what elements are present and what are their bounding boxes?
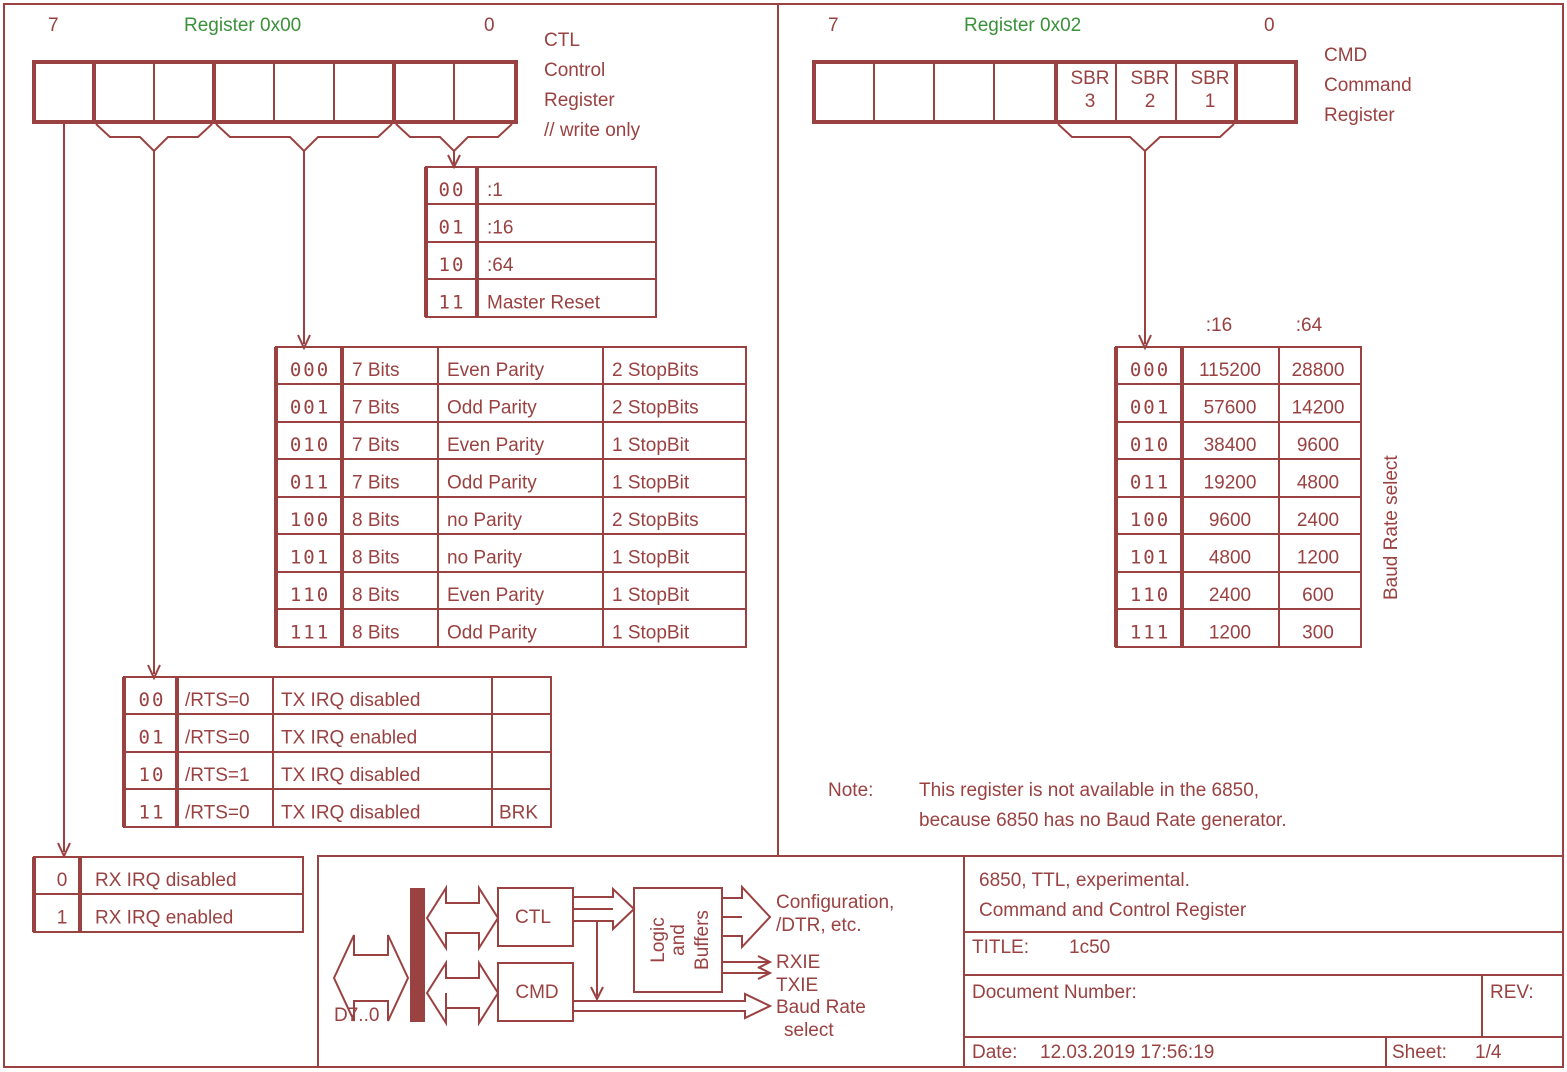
word-stopbits: 1 StopBit [612,472,690,494]
word-stopbits: 1 StopBit [612,585,690,606]
titleblock-desc: 6850, TTL, experimental. [979,870,1190,891]
word-code: 101 [289,546,331,569]
title-label: TITLE: [972,937,1030,958]
divider-code: 00 [438,179,466,201]
baud-code: 010 [1129,434,1171,456]
baud-rate-64: 2400 [1296,510,1340,531]
rx-code: 1 [56,907,68,929]
bus-label: D7..0 [334,1005,380,1026]
baud-code: 110 [1129,584,1171,606]
word-code: 110 [289,584,331,606]
date-label: Date: [972,1042,1018,1063]
divider-code: 10 [438,254,466,276]
baud-code: 011 [1129,471,1171,494]
divider-value: :16 [487,217,514,239]
ctl-label-line: Register [544,90,615,111]
sbr-bit-index: 1 [1204,91,1216,112]
baud-output-label: Baud Rate [776,997,866,1018]
word-bits: 7 Bits [352,360,400,381]
cmd-bit0-label: 0 [1264,15,1275,36]
tx-brk: BRK [499,802,539,824]
word-code: 001 [289,396,331,419]
config-output-label: /DTR, etc. [776,915,862,936]
cmd-bit7-label: 7 [828,15,839,36]
baud-code: 100 [1129,509,1171,531]
baud-code: 111 [1129,621,1171,644]
divider-code: 11 [438,291,466,314]
ctl-label-line: Control [544,60,606,81]
word-stopbits: 2 StopBits [612,510,699,531]
cmd-label-line: Command [1324,75,1412,96]
baud-rate-16: 57600 [1203,397,1257,419]
tx-rts: /RTS=0 [185,802,250,824]
ctl-label-line: CTL [544,30,580,51]
logic-label: and [668,924,689,956]
word-bits: 8 Bits [352,622,400,644]
baud-rate-64: 9600 [1296,435,1340,456]
tx-irq: TX IRQ disabled [281,802,421,824]
note-line: because 6850 has no Baud Rate generator. [919,810,1287,831]
baud-rate-64: 300 [1302,622,1334,644]
cmd-label-line: Register [1324,105,1395,126]
baud-rate-64: 28800 [1291,360,1345,381]
word-parity: no Parity [447,510,522,531]
word-bits: 8 Bits [352,547,400,569]
word-parity: Even Parity [447,435,545,456]
note-label: Note: [828,780,874,801]
tx-rts: /RTS=0 [185,727,250,749]
word-bits: 7 Bits [352,435,400,456]
word-stopbits: 2 StopBits [612,397,699,419]
sbr-bit-index: 3 [1084,91,1096,112]
word-parity: Odd Parity [447,622,537,644]
baud-code: 000 [1129,359,1171,381]
tx-irq: TX IRQ disabled [281,765,421,786]
logic-label: Logic [648,917,669,963]
tx-rts: /RTS=1 [185,765,250,786]
sbr-bit-index: 2 [1144,91,1156,112]
tx-code: 00 [138,689,166,711]
word-parity: no Parity [447,547,522,569]
rx-irq: RX IRQ disabled [95,870,237,891]
baud-col-64: :64 [1295,315,1323,336]
rxie-output-label: RXIE [776,952,821,973]
divider-value: Master Reset [487,292,600,314]
word-code: 100 [289,509,331,531]
txie-output-label: TXIE [776,975,819,996]
word-parity: Even Parity [447,585,545,606]
word-code: 111 [289,621,331,644]
tx-irq: TX IRQ enabled [281,727,418,749]
sbr-bit-name: SBR [1070,68,1110,89]
cmd-register-title: Register 0x02 [964,15,1082,36]
sheet-value: 1/4 [1475,1042,1502,1063]
baud-col-16: :16 [1205,315,1233,336]
tx-rts: /RTS=0 [185,690,250,711]
word-code: 010 [289,434,331,456]
data-bus [410,888,425,1022]
divider-code: 01 [438,216,466,239]
word-bits: 7 Bits [352,472,400,494]
word-bits: 8 Bits [352,585,400,606]
word-stopbits: 1 StopBit [612,435,690,456]
baud-rate-16: 38400 [1203,435,1257,456]
baud-rate-16: 2400 [1208,585,1252,606]
rx-code: 0 [56,870,68,891]
cmd-brace-sbr [1058,124,1234,151]
sbr-bit-name: SBR [1190,68,1230,89]
divider-value: :64 [487,255,514,276]
note-line: This register is not available in the 6850, [919,780,1260,801]
tx-irq: TX IRQ disabled [281,690,421,711]
ctl-bit-boxes [34,62,516,122]
baud-code: 001 [1129,396,1171,419]
ctl-brace-div [396,124,512,151]
divider-value: :1 [487,180,503,201]
tx-code: 01 [138,726,166,749]
word-stopbits: 1 StopBit [612,547,690,569]
ctl-bit0-label: 0 [484,15,495,36]
tx-code: 11 [138,801,166,824]
word-code: 011 [289,471,331,494]
title-value: 1c50 [1069,937,1111,958]
word-code: 000 [289,359,331,381]
baud-rate-64: 600 [1302,585,1334,606]
baud-rate-64: 14200 [1291,397,1345,419]
baud-rate-16: 115200 [1199,360,1261,381]
ctl-label-line: // write only [544,120,641,141]
sbr-bit-name: SBR [1130,68,1170,89]
word-parity: Odd Parity [447,472,537,494]
titleblock-desc: Command and Control Register [979,900,1247,921]
config-output-label: Configuration, [776,892,895,913]
word-parity: Odd Parity [447,397,537,419]
date-value: 12.03.2019 17:56:19 [1040,1042,1215,1063]
ctl-block-label: CTL [515,907,551,928]
word-bits: 7 Bits [352,397,400,419]
word-bits: 8 Bits [352,510,400,531]
document-number-label: Document Number: [972,982,1137,1003]
sheet-label: Sheet: [1392,1042,1447,1063]
ctl-brace-word [216,124,392,151]
cmd-block-label: CMD [515,982,559,1003]
baud-rate-64: 4800 [1296,472,1340,494]
ctl-register-title: Register 0x00 [184,15,302,36]
rev-label: REV: [1490,982,1534,1003]
baud-output-label: select [784,1020,834,1041]
baud-rate-16: 4800 [1208,547,1252,569]
baud-code: 101 [1129,546,1171,569]
baud-rate-16: 1200 [1208,622,1252,644]
baud-rate-64: 1200 [1296,547,1340,569]
word-parity: Even Parity [447,360,545,381]
baud-rate-16: 19200 [1203,472,1257,494]
word-stopbits: 1 StopBit [612,622,690,644]
cmd-label-line: CMD [1324,45,1368,66]
baud-side-label: Baud Rate select [1381,455,1402,600]
logic-label: Buffers [692,910,713,970]
tx-code: 10 [138,764,166,786]
word-stopbits: 2 StopBits [612,360,699,381]
rx-irq: RX IRQ enabled [95,907,234,929]
baud-rate-16: 9600 [1208,510,1252,531]
ctl-bit7-label: 7 [48,15,59,36]
ctl-brace-tx [96,124,212,151]
